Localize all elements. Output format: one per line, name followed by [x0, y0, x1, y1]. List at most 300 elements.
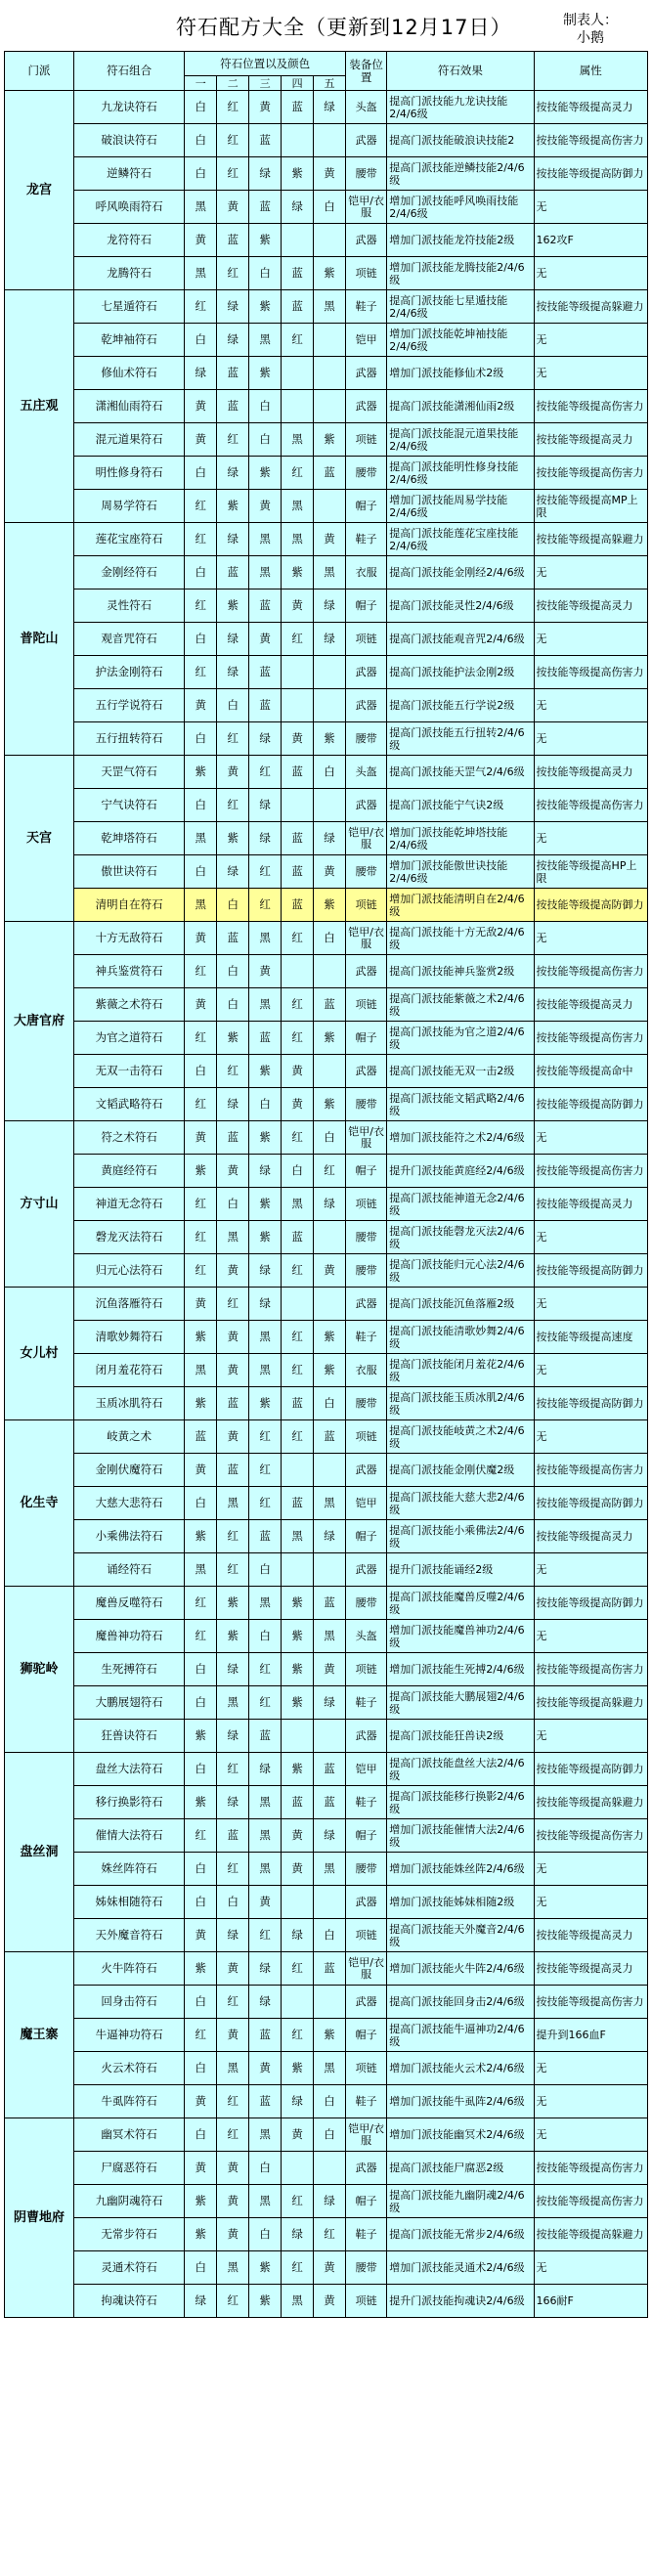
- table-row: [5, 1620, 648, 1653]
- attribute-text: 按技能等级提高防御力: [534, 1254, 647, 1288]
- equip-slot: 腰带: [346, 2251, 387, 2285]
- color-cell-1: 黑: [185, 1354, 217, 1387]
- color-cell-4: [282, 656, 314, 689]
- table-row: [5, 1853, 648, 1886]
- table-row: [5, 1155, 648, 1188]
- effect-text: 提高门派技能天外魔音2/4/6级: [387, 1919, 534, 1952]
- equip-slot: 武器: [346, 2152, 387, 2185]
- color-cell-5: 蓝: [314, 1786, 346, 1819]
- school-name: 天宫: [5, 756, 74, 922]
- header-combo: 符石组合: [74, 52, 185, 91]
- color-cell-2: 黑: [217, 1221, 249, 1254]
- color-cell-2: 黄: [217, 1952, 249, 1986]
- equip-slot: 腰带: [346, 1088, 387, 1121]
- attribute-text: 按技能等级提高伤害力: [534, 955, 647, 988]
- color-cell-3: 黑: [249, 2118, 282, 2152]
- equip-slot: 帽子: [346, 490, 387, 523]
- table-row: [5, 1188, 648, 1221]
- title-bar: [0, 0, 652, 51]
- school-name: 女儿村: [5, 1288, 74, 1420]
- color-cell-5: 黄: [314, 1254, 346, 1288]
- effect-text: 提高门派技能归元心法2/4/6级: [387, 1254, 534, 1288]
- color-cell-5: 黑: [314, 556, 346, 589]
- table-row: [5, 157, 648, 191]
- equip-slot: 武器: [346, 955, 387, 988]
- equip-slot: 腰带: [346, 855, 387, 889]
- color-cell-1: 紫: [185, 1387, 217, 1420]
- rune-name: 乾坤塔符石: [74, 822, 185, 855]
- color-cell-5: 白: [314, 756, 346, 789]
- equip-slot: 头盔: [346, 756, 387, 789]
- table-row: [5, 390, 648, 423]
- color-cell-2: 黑: [217, 2052, 249, 2085]
- table-row: [5, 423, 648, 457]
- color-cell-3: 蓝: [249, 1720, 282, 1753]
- color-cell-1: 红: [185, 955, 217, 988]
- color-cell-1: 黑: [185, 889, 217, 922]
- color-cell-1: 红: [185, 1819, 217, 1853]
- color-cell-3: 黑: [249, 1819, 282, 1853]
- color-cell-1: 黄: [185, 1919, 217, 1952]
- effect-text: 提高门派技能无常步2/4/6级: [387, 2218, 534, 2251]
- color-cell-2: 紫: [217, 1022, 249, 1055]
- color-cell-5: [314, 656, 346, 689]
- color-cell-1: 白: [185, 1055, 217, 1088]
- header-attr: 属性: [534, 52, 647, 91]
- effect-text: 提高门派技能十方无敌2/4/6级: [387, 922, 534, 955]
- rune-name: 归元心法符石: [74, 1254, 185, 1288]
- color-cell-3: 黄: [249, 490, 282, 523]
- effect-text: 增加门派技能乾坤塔技能2/4/6级: [387, 822, 534, 855]
- color-cell-3: 红: [249, 855, 282, 889]
- color-cell-1: 白: [185, 2118, 217, 2152]
- color-cell-1: 白: [185, 1853, 217, 1886]
- color-cell-3: 绿: [249, 722, 282, 756]
- color-cell-2: 红: [217, 789, 249, 822]
- color-cell-2: 红: [217, 157, 249, 191]
- attribute-text: 166耐F: [534, 2285, 647, 2318]
- attribute-text: 无: [534, 1420, 647, 1454]
- color-cell-4: [282, 689, 314, 722]
- rune-name: 催情大法符石: [74, 1819, 185, 1853]
- attribute-text: 无: [534, 2052, 647, 2085]
- color-cell-5: 黄: [314, 2285, 346, 2318]
- table-row: [5, 2085, 648, 2118]
- color-cell-2: 紫: [217, 490, 249, 523]
- rune-name: 盘丝大法符石: [74, 1753, 185, 1786]
- color-cell-1: 黄: [185, 390, 217, 423]
- color-cell-1: 紫: [185, 756, 217, 789]
- color-cell-5: 绿: [314, 1686, 346, 1720]
- color-cell-1: 红: [185, 1587, 217, 1620]
- attribute-text: 按技能等级提高伤害力: [534, 1819, 647, 1853]
- rune-name: 符之术符石: [74, 1121, 185, 1155]
- color-cell-5: 紫: [314, 1088, 346, 1121]
- color-cell-1: 蓝: [185, 1420, 217, 1454]
- rune-name: 魔兽神功符石: [74, 1620, 185, 1653]
- attribute-text: 无: [534, 1720, 647, 1753]
- table-row: [5, 1354, 648, 1387]
- color-cell-2: 绿: [217, 656, 249, 689]
- color-cell-3: 绿: [249, 1986, 282, 2019]
- table-row: [5, 1653, 648, 1686]
- attribute-text: 按技能等级提高躲避力: [534, 523, 647, 556]
- color-cell-2: 紫: [217, 589, 249, 623]
- color-cell-5: 黄: [314, 2251, 346, 2285]
- color-cell-5: [314, 1055, 346, 1088]
- equip-slot: 武器: [346, 1886, 387, 1919]
- color-cell-5: [314, 357, 346, 390]
- color-cell-3: 白: [249, 390, 282, 423]
- color-cell-4: 蓝: [282, 756, 314, 789]
- color-cell-4: 蓝: [282, 1221, 314, 1254]
- rune-name: 潇湘仙雨符石: [74, 390, 185, 423]
- color-cell-2: 绿: [217, 1919, 249, 1952]
- color-cell-5: 紫: [314, 1022, 346, 1055]
- color-cell-2: 绿: [217, 457, 249, 490]
- color-cell-5: [314, 1720, 346, 1753]
- rune-name: 黄庭经符石: [74, 1155, 185, 1188]
- color-cell-4: 紫: [282, 1587, 314, 1620]
- school-name: 普陀山: [5, 523, 74, 756]
- attribute-text: 按技能等级提高灵力: [534, 589, 647, 623]
- attribute-text: 按技能等级提高防御力: [534, 1587, 647, 1620]
- color-cell-5: 紫: [314, 722, 346, 756]
- table-row: [5, 889, 648, 922]
- color-cell-5: 绿: [314, 822, 346, 855]
- color-cell-5: 白: [314, 1387, 346, 1420]
- attribute-text: 按技能等级提高伤害力: [534, 789, 647, 822]
- color-cell-2: 红: [217, 1986, 249, 2019]
- effect-text: 提高门派技能无双一击2级: [387, 1055, 534, 1088]
- color-cell-3: 红: [249, 1487, 282, 1520]
- equip-slot: 腰带: [346, 722, 387, 756]
- table-row: [5, 623, 648, 656]
- color-cell-3: 红: [249, 756, 282, 789]
- color-cell-2: 黑: [217, 1487, 249, 1520]
- maker-label: 制表人：: [563, 13, 618, 28]
- color-cell-2: 白: [217, 689, 249, 722]
- attribute-text: 按技能等级提高伤害力: [534, 1653, 647, 1686]
- rune-name: 大鹏展翅符石: [74, 1686, 185, 1720]
- color-cell-3: 紫: [249, 290, 282, 324]
- color-cell-2: 绿: [217, 855, 249, 889]
- attribute-text: 无: [534, 556, 647, 589]
- effect-text: 增加门派技能灵通术2/4/6级: [387, 2251, 534, 2285]
- color-cell-3: 绿: [249, 822, 282, 855]
- effect-text: 提高门派技能大慈大悲2/4/6级: [387, 1487, 534, 1520]
- color-cell-5: 紫: [314, 1354, 346, 1387]
- attribute-text: 无: [534, 257, 647, 290]
- color-cell-5: 绿: [314, 623, 346, 656]
- color-cell-3: 黑: [249, 523, 282, 556]
- table-row: [5, 1055, 648, 1088]
- color-cell-4: 黑: [282, 1520, 314, 1553]
- header-pos-3: 三: [249, 76, 282, 91]
- color-cell-3: 黑: [249, 1587, 282, 1620]
- color-cell-3: 白: [249, 257, 282, 290]
- attribute-text: 无: [534, 1886, 647, 1919]
- attribute-text: 按技能等级提高命中: [534, 1055, 647, 1088]
- color-cell-2: 黄: [217, 1354, 249, 1387]
- table-row: [5, 457, 648, 490]
- color-cell-2: 白: [217, 988, 249, 1022]
- color-cell-4: [282, 955, 314, 988]
- rune-name: 姊妹相随符石: [74, 1886, 185, 1919]
- color-cell-2: 红: [217, 91, 249, 124]
- color-cell-1: 黑: [185, 822, 217, 855]
- rune-name: 莲花宝座符石: [74, 523, 185, 556]
- table-row: [5, 1387, 648, 1420]
- color-cell-2: 蓝: [217, 224, 249, 257]
- color-cell-2: 红: [217, 124, 249, 157]
- color-cell-3: 紫: [249, 1221, 282, 1254]
- effect-text: 提高门派技能五行扭转2/4/6级: [387, 722, 534, 756]
- color-cell-1: 白: [185, 1986, 217, 2019]
- effect-text: 提高门派技能小乘佛法2/4/6级: [387, 1520, 534, 1553]
- school-name: 龙宫: [5, 91, 74, 290]
- equip-slot: 腰带: [346, 1853, 387, 1886]
- effect-text: 提高门派技能神道无念2/4/6级: [387, 1188, 534, 1221]
- color-cell-3: 紫: [249, 1188, 282, 1221]
- equip-slot: 帽子: [346, 2019, 387, 2052]
- color-cell-4: 红: [282, 1952, 314, 1986]
- table-row: [5, 2152, 648, 2185]
- equip-slot: 衣服: [346, 1354, 387, 1387]
- rune-name: 灵性符石: [74, 589, 185, 623]
- color-cell-1: 黑: [185, 1553, 217, 1587]
- equip-slot: 腰带: [346, 1587, 387, 1620]
- color-cell-2: 红: [217, 257, 249, 290]
- rune-name: 修仙术符石: [74, 357, 185, 390]
- color-cell-4: 绿: [282, 1919, 314, 1952]
- color-cell-1: 黄: [185, 1121, 217, 1155]
- color-cell-2: 绿: [217, 324, 249, 357]
- color-cell-1: 白: [185, 789, 217, 822]
- color-cell-5: 白: [314, 191, 346, 224]
- attribute-text: 按技能等级提高防御力: [534, 157, 647, 191]
- rune-name: 傲世诀符石: [74, 855, 185, 889]
- effect-text: 提高门派技能回身击2/4/6级: [387, 1986, 534, 2019]
- rune-name: 岐黄之术: [74, 1420, 185, 1454]
- rune-name: 呼风唤雨符石: [74, 191, 185, 224]
- equip-slot: 武器: [346, 789, 387, 822]
- table-row: [5, 1952, 648, 1986]
- school-name: 化生寺: [5, 1420, 74, 1587]
- color-cell-5: 绿: [314, 1188, 346, 1221]
- color-cell-1: 白: [185, 1487, 217, 1520]
- color-cell-1: 红: [185, 1620, 217, 1653]
- color-cell-3: 绿: [249, 1753, 282, 1786]
- rune-name: 回身击符石: [74, 1986, 185, 2019]
- attribute-text: 无: [534, 1853, 647, 1886]
- color-cell-1: 红: [185, 1254, 217, 1288]
- header-school: 门派: [5, 52, 74, 91]
- table-row: [5, 656, 648, 689]
- color-cell-1: 紫: [185, 2185, 217, 2218]
- effect-text: 提高门派技能金刚经2/4/6级: [387, 556, 534, 589]
- rune-name: 周易学符石: [74, 490, 185, 523]
- effect-text: 提高门派技能观音咒2/4/6级: [387, 623, 534, 656]
- color-cell-5: [314, 1454, 346, 1487]
- color-cell-4: 紫: [282, 157, 314, 191]
- color-cell-1: 黄: [185, 689, 217, 722]
- school-name: 五庄观: [5, 290, 74, 523]
- color-cell-2: 紫: [217, 1587, 249, 1620]
- equip-slot: 腰带: [346, 157, 387, 191]
- attribute-text: 按技能等级提高伤害力: [534, 1454, 647, 1487]
- color-cell-3: 紫: [249, 1387, 282, 1420]
- equip-slot: 腰带: [346, 1387, 387, 1420]
- color-cell-2: 黄: [217, 2019, 249, 2052]
- color-cell-5: 红: [314, 2218, 346, 2251]
- attribute-text: 无: [534, 822, 647, 855]
- table-row: [5, 1886, 648, 1919]
- equip-slot: 衣服: [346, 556, 387, 589]
- table-row: [5, 490, 648, 523]
- color-cell-1: 紫: [185, 1155, 217, 1188]
- rune-name: 魔兽反噬符石: [74, 1587, 185, 1620]
- table-row: [5, 2185, 648, 2218]
- color-cell-2: 黄: [217, 756, 249, 789]
- color-cell-5: [314, 789, 346, 822]
- equip-slot: 武器: [346, 1986, 387, 2019]
- color-cell-2: 绿: [217, 1786, 249, 1819]
- equip-slot: 鞋子: [346, 1686, 387, 1720]
- rune-name: 磬龙灭法符石: [74, 1221, 185, 1254]
- effect-text: 增加门派技能龙腾技能2/4/6级: [387, 257, 534, 290]
- color-cell-2: 蓝: [217, 556, 249, 589]
- equip-slot: 鞋子: [346, 2218, 387, 2251]
- effect-text: 提高门派技能九龙诀技能2/4/6级: [387, 91, 534, 124]
- color-cell-5: [314, 324, 346, 357]
- attribute-text: 按技能等级提高伤害力: [534, 457, 647, 490]
- color-cell-3: 紫: [249, 357, 282, 390]
- header-pos-5: 五: [314, 76, 346, 91]
- effect-text: 提高门派技能盘丝大法2/4/6级: [387, 1753, 534, 1786]
- equip-slot: 项链: [346, 423, 387, 457]
- equip-slot: 武器: [346, 390, 387, 423]
- color-cell-1: 白: [185, 1686, 217, 1720]
- table-row: [5, 224, 648, 257]
- color-cell-4: [282, 224, 314, 257]
- attribute-text: 按技能等级提高灵力: [534, 1952, 647, 1986]
- attribute-text: 无: [534, 2251, 647, 2285]
- color-cell-2: 红: [217, 1753, 249, 1786]
- effect-text: 增加门派技能生死搏2/4/6级: [387, 1653, 534, 1686]
- color-cell-4: [282, 124, 314, 157]
- color-cell-3: 紫: [249, 457, 282, 490]
- color-cell-1: 白: [185, 1653, 217, 1686]
- color-cell-3: 绿: [249, 1254, 282, 1288]
- attribute-text: 按技能等级提高灵力: [534, 756, 647, 789]
- school-name: 大唐官府: [5, 922, 74, 1121]
- rune-name: 姝丝阵符石: [74, 1853, 185, 1886]
- color-cell-2: 蓝: [217, 1387, 249, 1420]
- color-cell-2: 蓝: [217, 1121, 249, 1155]
- header-pos-1: 一: [185, 76, 217, 91]
- color-cell-5: 紫: [314, 1321, 346, 1354]
- rune-name: 小乘佛法符石: [74, 1520, 185, 1553]
- color-cell-4: 黑: [282, 423, 314, 457]
- effect-text: 增加门派技能魔兽神功2/4/6级: [387, 1620, 534, 1653]
- equip-slot: 帽子: [346, 2185, 387, 2218]
- rune-name: 破浪诀符石: [74, 124, 185, 157]
- school-name: 盘丝洞: [5, 1753, 74, 1952]
- color-cell-3: 红: [249, 1919, 282, 1952]
- attribute-text: 按技能等级提高伤害力: [534, 2185, 647, 2218]
- color-cell-1: 黄: [185, 2152, 217, 2185]
- attribute-text: 按技能等级提高防御力: [534, 1387, 647, 1420]
- color-cell-2: 绿: [217, 290, 249, 324]
- color-cell-3: 紫: [249, 2251, 282, 2285]
- color-cell-4: 红: [282, 1254, 314, 1288]
- color-cell-5: 绿: [314, 1819, 346, 1853]
- color-cell-3: 蓝: [249, 589, 282, 623]
- effect-text: 提高门派技能护法金刚2级: [387, 656, 534, 689]
- table-row: [5, 1420, 648, 1454]
- color-cell-3: 白: [249, 1620, 282, 1653]
- color-cell-2: 蓝: [217, 1454, 249, 1487]
- color-cell-1: 绿: [185, 2285, 217, 2318]
- attribute-text: 按技能等级提高伤害力: [534, 1986, 647, 2019]
- color-cell-4: 黄: [282, 2118, 314, 2152]
- effect-text: 提升门派技能黄庭经2/4/6级: [387, 1155, 534, 1188]
- color-cell-1: 黄: [185, 1288, 217, 1321]
- attribute-text: 无: [534, 357, 647, 390]
- attribute-text: 按技能等级提高灵力: [534, 988, 647, 1022]
- rune-name: 五行学说符石: [74, 689, 185, 722]
- header-equip: 装备位置: [346, 52, 387, 91]
- color-cell-2: 蓝: [217, 1819, 249, 1853]
- color-cell-1: 白: [185, 457, 217, 490]
- color-cell-2: 红: [217, 2285, 249, 2318]
- effect-text: 增加门派技能修仙术2级: [387, 357, 534, 390]
- rune-name: 闭月羞花符石: [74, 1354, 185, 1387]
- color-cell-4: 黑: [282, 523, 314, 556]
- color-cell-1: 白: [185, 1753, 217, 1786]
- color-cell-5: 蓝: [314, 1420, 346, 1454]
- table-row: [5, 1919, 648, 1952]
- color-cell-5: [314, 490, 346, 523]
- effect-text: 提高门派技能沉鱼落雁2级: [387, 1288, 534, 1321]
- page-title: 符石配方大全（更新到12月17日）: [176, 16, 512, 39]
- color-cell-3: 红: [249, 889, 282, 922]
- table-row: [5, 2019, 648, 2052]
- color-cell-2: 红: [217, 2085, 249, 2118]
- school-name: 方寸山: [5, 1121, 74, 1288]
- color-cell-5: [314, 689, 346, 722]
- attribute-text: 按技能等级提高灵力: [534, 1919, 647, 1952]
- table-row: [5, 91, 648, 124]
- color-cell-1: 红: [185, 2019, 217, 2052]
- equip-slot: 铠甲/衣服: [346, 191, 387, 224]
- attribute-text: 无: [534, 2085, 647, 2118]
- effect-text: 提高门派技能紫薇之术2/4/6级: [387, 988, 534, 1022]
- equip-slot: 铠甲/衣服: [346, 1121, 387, 1155]
- color-cell-5: [314, 1221, 346, 1254]
- recipe-table: [4, 51, 648, 2318]
- color-cell-4: 黄: [282, 722, 314, 756]
- attribute-text: 按技能等级提高灵力: [534, 1520, 647, 1553]
- color-cell-5: 蓝: [314, 1587, 346, 1620]
- color-cell-2: 绿: [217, 1720, 249, 1753]
- color-cell-1: 红: [185, 1188, 217, 1221]
- color-cell-2: 黄: [217, 191, 249, 224]
- attribute-text: 按技能等级提高伤害力: [534, 1022, 647, 1055]
- color-cell-5: [314, 390, 346, 423]
- color-cell-5: [314, 124, 346, 157]
